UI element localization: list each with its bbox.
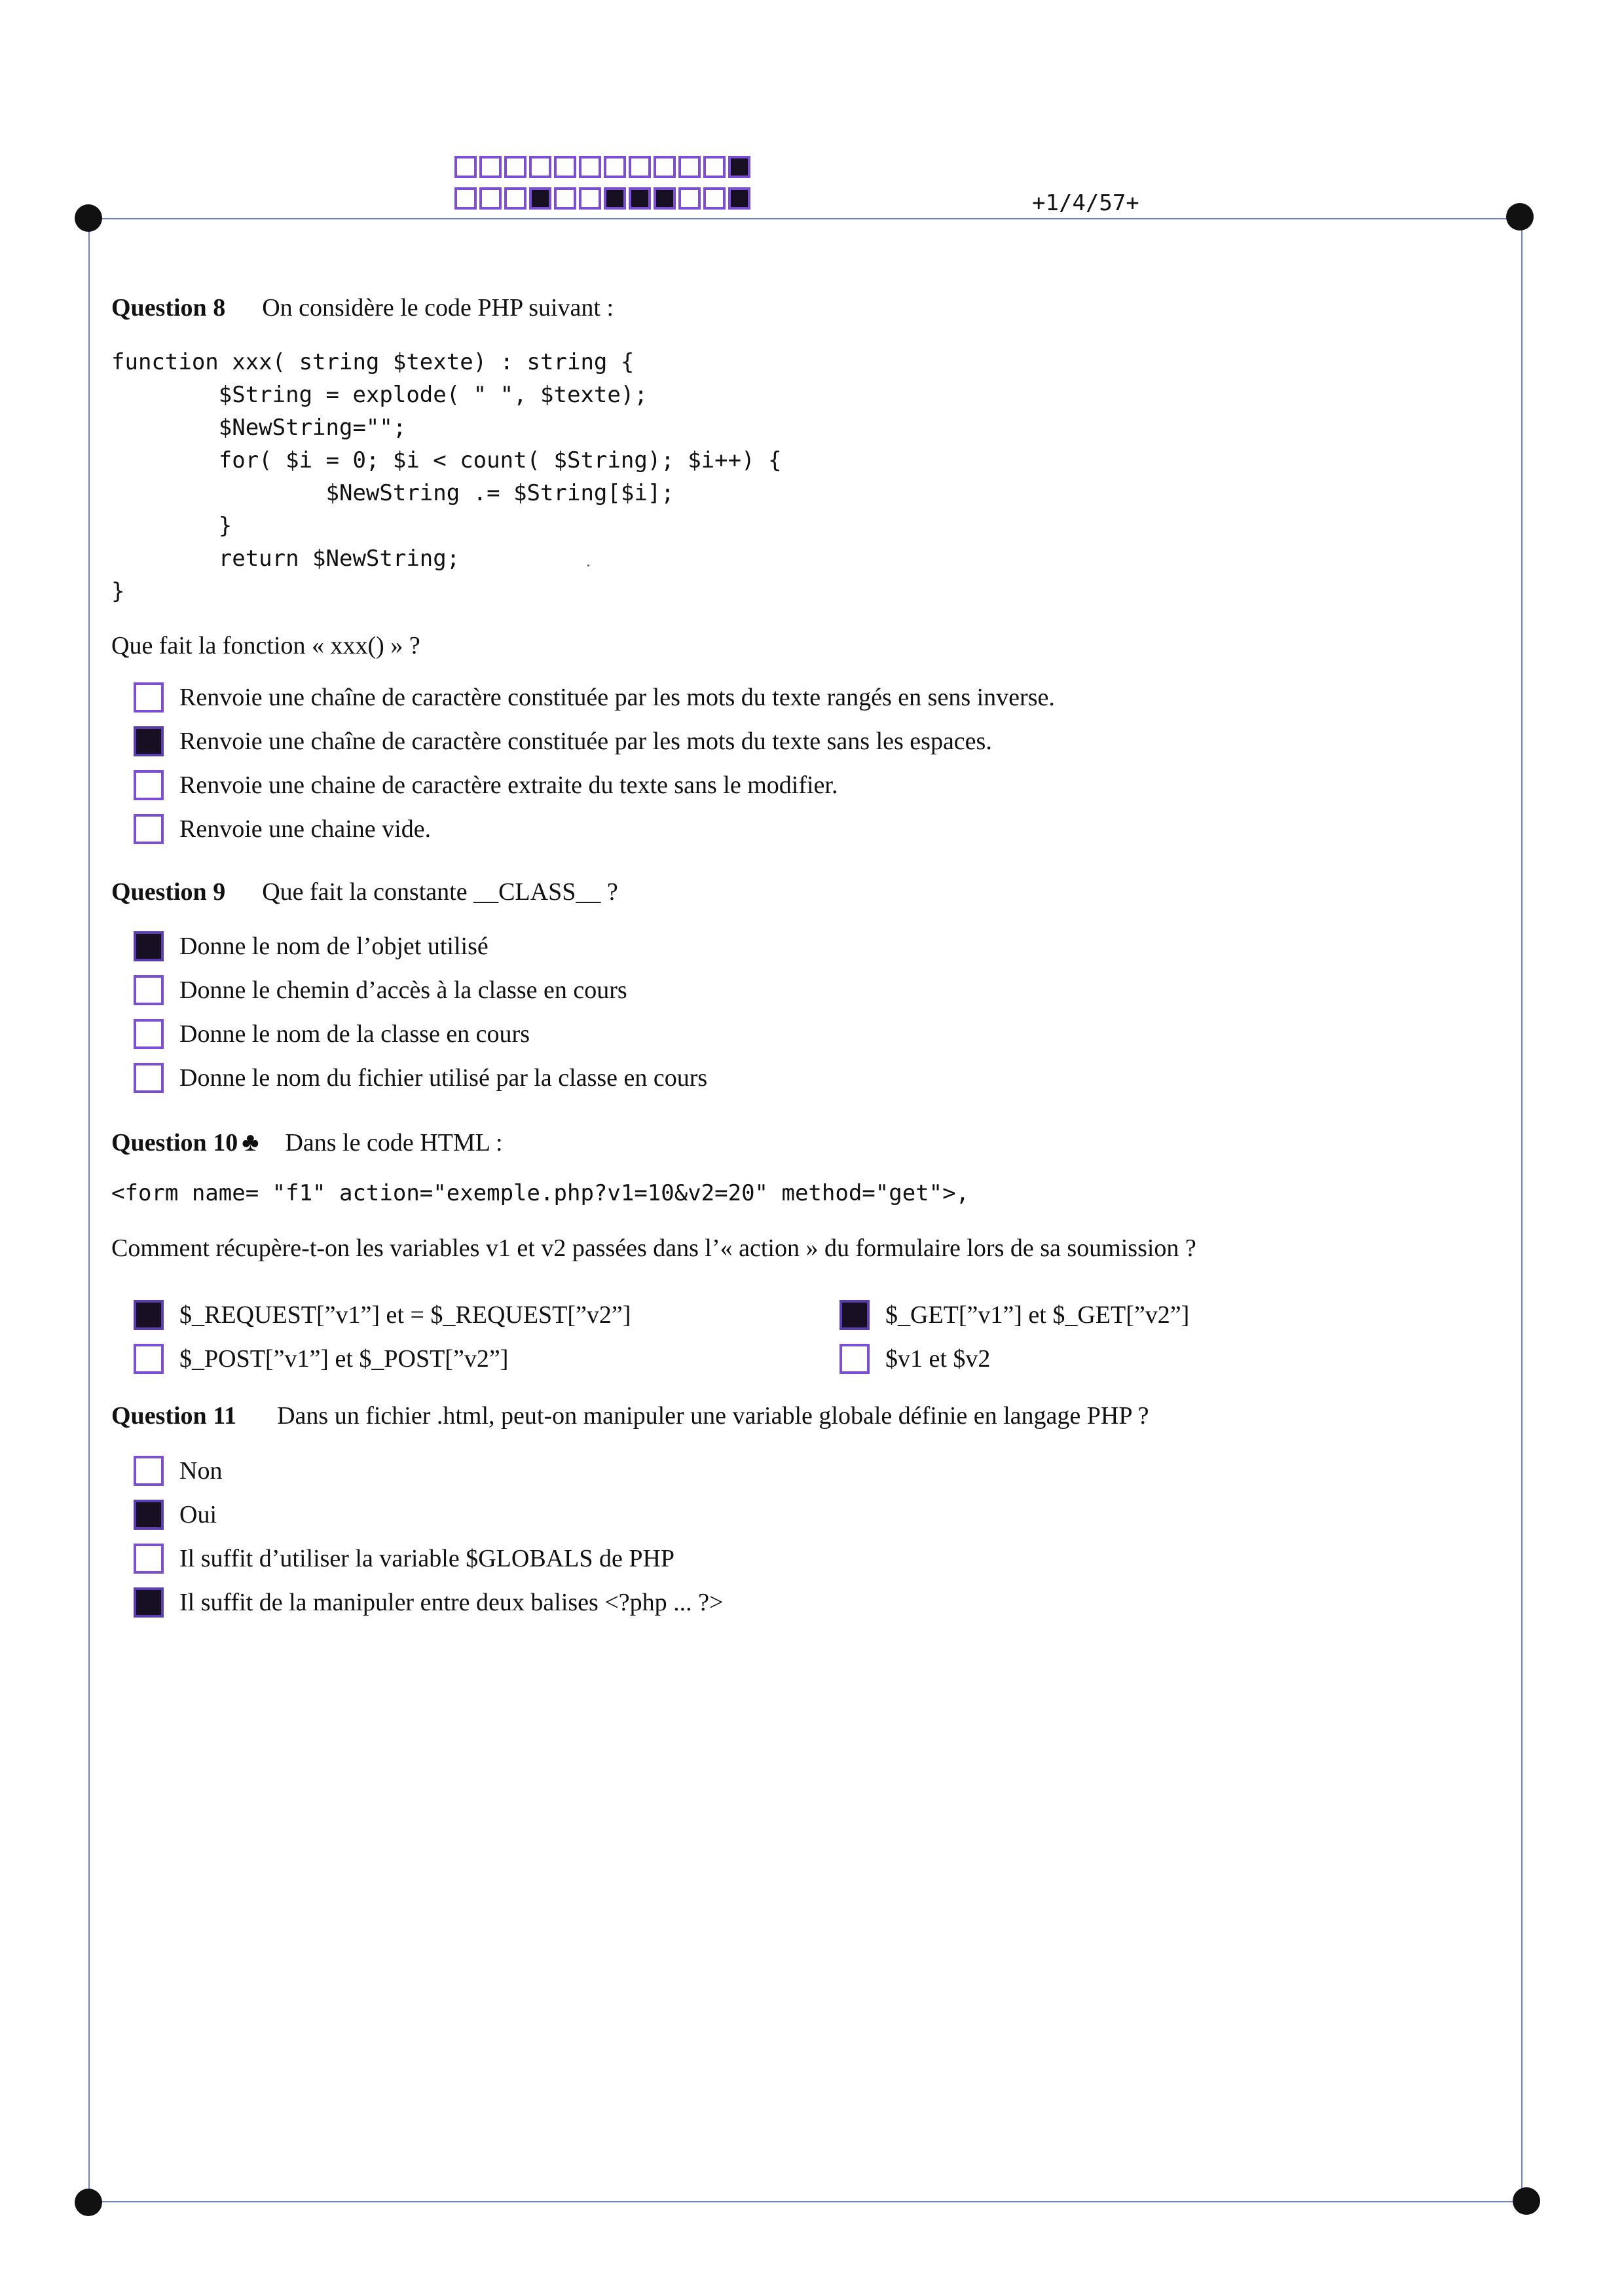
checkbox[interactable] bbox=[134, 1063, 164, 1093]
option-label: Non bbox=[179, 1457, 223, 1485]
answer-option[interactable] bbox=[134, 1300, 631, 1330]
question-prompt: Comment récupère-t-on les variables v1 et v2 passées dans l’« action » du formulaire lors de sa soumission ? bbox=[111, 1234, 1196, 1262]
answer-option[interactable] bbox=[134, 726, 992, 756]
php-code-block: function xxx( string $texte) : string { $String = explode( " ", $texte); $NewString=""; for( $i = 0; $i < count( $String); $i++) { $NewString .= $String[$i]; } return $NewString; } bbox=[111, 349, 782, 604]
option-label: Donne le nom du fichier utilisé par la classe en cours bbox=[179, 1064, 708, 1092]
html-code-line: <form name= "f1" action="exemple.php?v1=10&v2=20" method="get">, bbox=[111, 1180, 970, 1206]
checkbox[interactable] bbox=[134, 1344, 164, 1374]
scan-speck bbox=[587, 565, 589, 566]
id-code-box bbox=[504, 187, 526, 210]
registration-mark-bottom-left bbox=[75, 2189, 102, 2216]
checkbox[interactable] bbox=[134, 1587, 164, 1618]
id-code-box bbox=[703, 187, 726, 210]
option-label: Renvoie une chaîne de caractère constituée par les mots du texte sans les espaces. bbox=[179, 728, 992, 755]
option-label: $_GET[”v1”] et $_GET[”v2”] bbox=[885, 1301, 1190, 1329]
answer-option[interactable] bbox=[134, 1456, 222, 1486]
option-label: $v1 et $v2 bbox=[885, 1345, 991, 1373]
answer-option[interactable] bbox=[134, 931, 489, 961]
answer-option[interactable] bbox=[134, 814, 431, 844]
checkbox[interactable] bbox=[840, 1300, 870, 1330]
answer-option[interactable] bbox=[134, 1344, 508, 1374]
question-number: Question 11 bbox=[111, 1402, 237, 1430]
answer-option[interactable] bbox=[134, 1500, 217, 1530]
option-label: $_REQUEST[”v1”] et = $_REQUEST[”v2”] bbox=[179, 1301, 631, 1329]
question-text: On considère le code PHP suivant : bbox=[262, 294, 614, 322]
question-number: Question 8 bbox=[111, 294, 226, 322]
id-code-box bbox=[579, 156, 601, 178]
club-icon: ♣ bbox=[242, 1127, 259, 1157]
id-code-box bbox=[604, 156, 626, 178]
id-code-box bbox=[454, 156, 477, 178]
id-code-box bbox=[604, 187, 626, 210]
question-9-header bbox=[111, 878, 618, 906]
answer-option[interactable] bbox=[840, 1344, 990, 1374]
question-11-header bbox=[111, 1401, 1149, 1430]
option-label: Donne le nom de la classe en cours bbox=[179, 1020, 530, 1048]
id-code-box bbox=[479, 187, 502, 210]
checkbox[interactable] bbox=[134, 1019, 164, 1049]
checkbox[interactable] bbox=[134, 1500, 164, 1530]
option-label: Donne le nom de l’objet utilisé bbox=[179, 933, 489, 960]
registration-mark-top-left bbox=[75, 204, 102, 232]
id-code-box bbox=[454, 187, 477, 210]
answer-option[interactable] bbox=[134, 1587, 723, 1618]
option-label: Oui bbox=[179, 1501, 217, 1528]
id-code-box bbox=[629, 156, 651, 178]
answer-option[interactable] bbox=[134, 1019, 530, 1049]
id-code-box bbox=[654, 156, 676, 178]
answer-option[interactable] bbox=[134, 770, 838, 800]
registration-mark-bottom-right bbox=[1513, 2187, 1540, 2215]
checkbox[interactable] bbox=[134, 1544, 164, 1574]
id-code-box bbox=[554, 156, 576, 178]
option-label: Renvoie une chaine vide. bbox=[179, 815, 432, 843]
id-code-box bbox=[529, 156, 551, 178]
answer-option[interactable] bbox=[134, 1063, 707, 1093]
option-label: Donne le chemin d’accès à la classe en cours bbox=[179, 976, 627, 1004]
id-code-box bbox=[479, 156, 502, 178]
checkbox[interactable] bbox=[134, 682, 164, 713]
question-text: Que fait la constante __CLASS__ ? bbox=[262, 878, 618, 906]
checkbox[interactable] bbox=[134, 1300, 164, 1330]
answer-option[interactable] bbox=[134, 682, 1055, 713]
student-id-row-1 bbox=[454, 156, 750, 178]
student-id-row-2 bbox=[454, 187, 750, 210]
id-code-box bbox=[728, 187, 750, 210]
id-code-box bbox=[728, 156, 750, 178]
id-code-box bbox=[678, 156, 701, 178]
id-code-box bbox=[504, 156, 526, 178]
option-label: Renvoie une chaîne de caractère constituée par les mots du texte rangés en sens inverse. bbox=[179, 684, 1055, 711]
id-code-box bbox=[579, 187, 601, 210]
checkbox[interactable] bbox=[134, 814, 164, 844]
id-code-box bbox=[678, 187, 701, 210]
checkbox[interactable] bbox=[134, 975, 164, 1005]
registration-mark-top-right bbox=[1506, 203, 1534, 231]
question-text: Dans un fichier .html, peut-on manipuler une variable globale définie en langage PHP ? bbox=[277, 1402, 1149, 1430]
question-8-header bbox=[111, 293, 614, 322]
answer-option[interactable] bbox=[134, 975, 627, 1005]
answer-option[interactable] bbox=[134, 1544, 674, 1574]
id-code-box bbox=[654, 187, 676, 210]
id-code-box bbox=[554, 187, 576, 210]
checkbox[interactable] bbox=[134, 726, 164, 756]
option-label: Il suffit d’utiliser la variable $GLOBALS de PHP bbox=[179, 1545, 675, 1572]
question-text: Dans le code HTML : bbox=[285, 1129, 503, 1157]
page-code: +1/4/57+ bbox=[1032, 190, 1139, 216]
question-prompt: Que fait la fonction « xxx() » ? bbox=[111, 632, 420, 659]
checkbox[interactable] bbox=[134, 931, 164, 961]
id-code-box bbox=[703, 156, 726, 178]
checkbox[interactable] bbox=[840, 1344, 870, 1374]
answer-option[interactable] bbox=[840, 1300, 1189, 1330]
question-number: Question 9 bbox=[111, 878, 226, 906]
option-label: $_POST[”v1”] et $_POST[”v2”] bbox=[179, 1345, 509, 1373]
question-10-header bbox=[111, 1126, 503, 1157]
checkbox[interactable] bbox=[134, 1456, 164, 1486]
id-code-box bbox=[529, 187, 551, 210]
question-number: Question 10 bbox=[111, 1129, 238, 1157]
option-label: Il suffit de la manipuler entre deux balises <?php ... ?> bbox=[179, 1589, 724, 1616]
id-code-box bbox=[629, 187, 651, 210]
option-label: Renvoie une chaine de caractère extraite du texte sans le modifier. bbox=[179, 771, 838, 799]
checkbox[interactable] bbox=[134, 770, 164, 800]
